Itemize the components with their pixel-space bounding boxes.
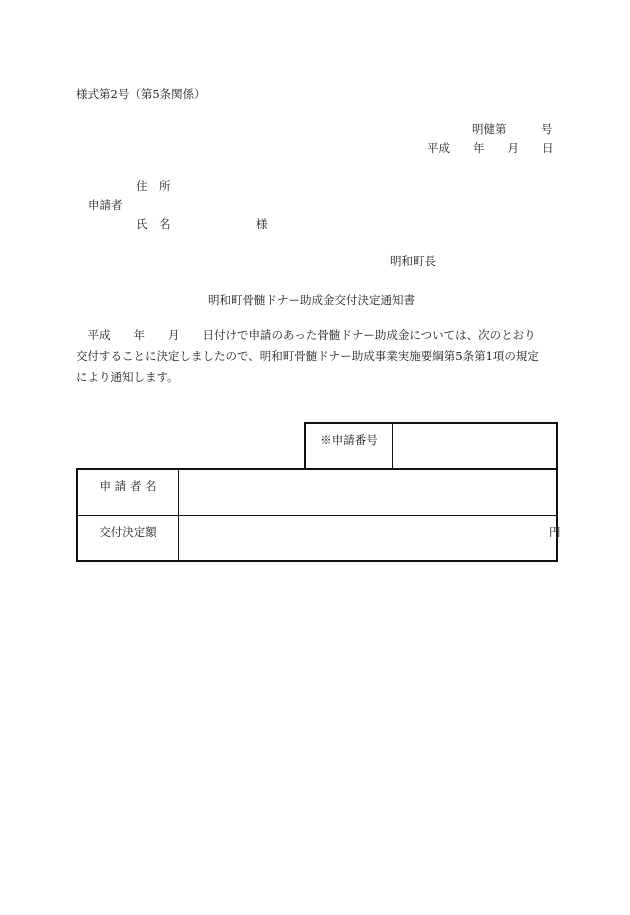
yen-unit: 円 xyxy=(549,525,561,539)
document-title: 明和町骨髄ドナー助成金交付決定通知書 xyxy=(208,293,415,307)
body-line-1: 平成 年 月 日付けで申請のあった骨髄ドナー助成金については、次のとおり xyxy=(76,328,536,342)
table-row-amount xyxy=(78,516,561,560)
application-number-field[interactable] xyxy=(393,424,556,468)
honorific: 様 xyxy=(256,217,268,231)
decision-table xyxy=(76,468,561,562)
applicant-name-label: 申 請 者 名 xyxy=(78,470,179,515)
address-label: 住 所 xyxy=(136,179,171,193)
issuer-name: 明和町長 xyxy=(390,254,436,268)
decision-amount-label: 交付決定額 xyxy=(78,516,179,560)
issue-date: 平成 年 月 日 xyxy=(427,141,554,155)
application-number-label: ※申請番号 xyxy=(306,424,393,468)
name-label: 氏 名 xyxy=(136,217,171,231)
body-line-3: により通知します。 xyxy=(76,370,179,384)
decision-amount-field[interactable] xyxy=(179,516,561,560)
body-line-2: 交付することに決定しましたので、明和町骨髄ドナー助成事業実施要綱第5条第1項の規定 xyxy=(76,349,539,363)
form-number: 様式第2号（第5条関係） xyxy=(76,87,206,101)
applicant-group-label: 申請者 xyxy=(88,198,123,212)
body-text xyxy=(76,325,558,388)
application-number-box xyxy=(304,422,558,468)
applicant-name-field[interactable] xyxy=(179,470,556,515)
table-row-applicant xyxy=(78,470,556,516)
document-number: 明健第 号 xyxy=(472,122,553,136)
